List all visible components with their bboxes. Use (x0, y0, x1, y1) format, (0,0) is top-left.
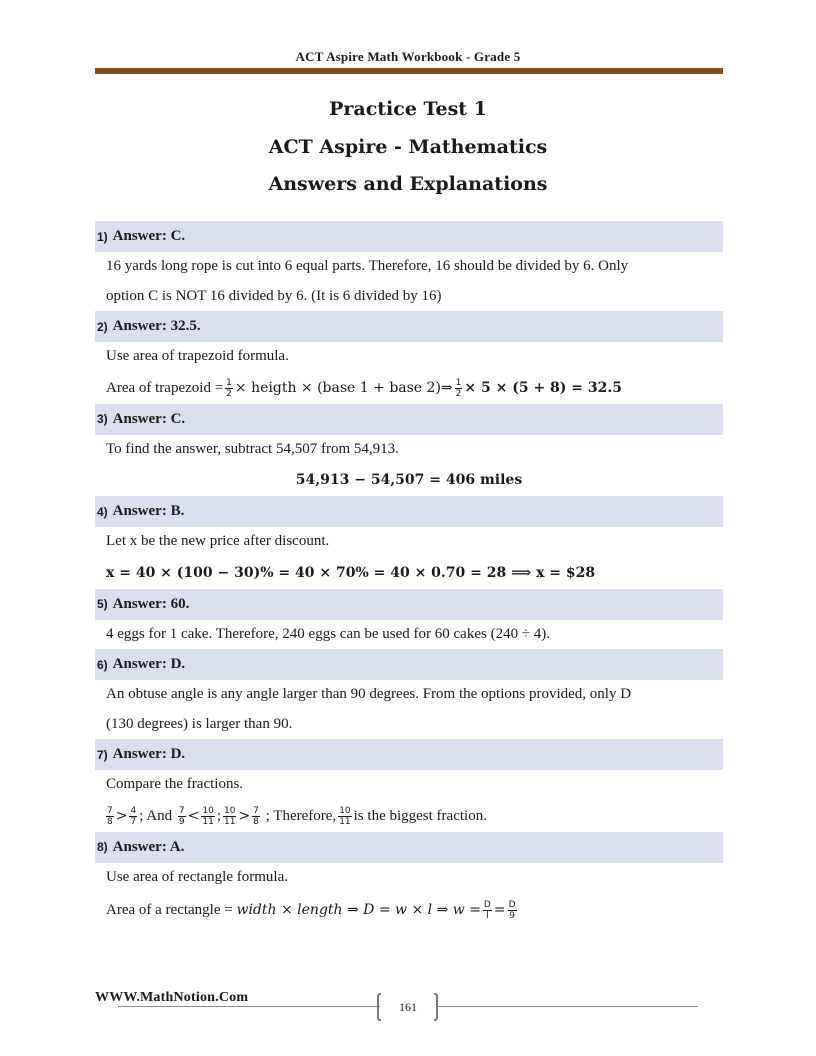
explanation-line: (130 degrees) is larger than 90. (106, 715, 293, 732)
explanation-line: Let x be the new price after discount. (106, 533, 330, 549)
right-bracket-ornament (434, 993, 438, 1021)
operator: = (493, 902, 506, 918)
formula-trapezoid (95, 372, 723, 404)
answer-number: 8) (97, 840, 108, 854)
explanation-line: option C is NOT 16 divided by 6. (It is 6 divided by 16) (106, 287, 442, 304)
operator: < (187, 807, 200, 824)
formula-fractions (95, 800, 723, 832)
answer-label: Answer: B. (112, 503, 185, 519)
answer-8-header (95, 832, 723, 863)
connector-text: ; (216, 807, 221, 824)
explanation-line: An obtuse angle is any angle larger than 90 degrees. From the options provided, only D (106, 686, 632, 702)
fraction: $\frac{10}{11}$ (339, 805, 351, 827)
explanation-line: Use area of rectangle formula. (106, 868, 288, 885)
answer-number: 3) (97, 412, 108, 426)
answer-number: 7) (97, 747, 108, 762)
answer-5-header (95, 589, 723, 620)
fraction: $\frac{10}{11}$ (202, 805, 214, 827)
answer-number: 6) (97, 657, 108, 672)
title-answers: Answers and Explanations (268, 173, 548, 195)
connector-text: ; And (139, 807, 173, 824)
fraction: $\frac{7}{8}$ (107, 805, 113, 827)
answer-4-header (95, 496, 723, 527)
answer-1-header (95, 221, 723, 252)
title-practice-test: Practice Test 1 (329, 98, 487, 120)
fraction: $\frac{7}{9}$ (178, 805, 185, 827)
formula-subtraction (95, 464, 723, 496)
formula-text: x = 40 × (100 − 30)% = 40 × 70% = 40 × 0.70 = 28 ⟹ x = $28 (106, 564, 596, 581)
answer-3-header (95, 404, 723, 435)
formula-prefix: Area of trapezoid = (106, 379, 224, 396)
running-header: ACT Aspire Math Workbook - Grade 5 (295, 49, 521, 64)
explanation-line: Compare the fractions. (106, 776, 244, 792)
explanation-line: To find the answer, subtract 54,507 from 54,913. (106, 440, 399, 457)
formula-part: × heigth × (base 1 + base 2)⇒ (234, 379, 453, 396)
connector-text: ; Therefore, (265, 807, 337, 824)
answer-number: 1) (97, 229, 108, 244)
fraction: $\frac{D}{9}$ (508, 900, 516, 922)
answer-label: Answer: 32.5. (112, 318, 201, 334)
fraction: $\frac{D}{l}$ (483, 900, 491, 922)
page-number: 161 (399, 1000, 417, 1014)
answer-number: 2) (97, 319, 108, 334)
connector-text: is the biggest fraction. (353, 807, 487, 824)
operator: > (115, 807, 128, 824)
explanation-line: 16 yards long rope is cut into 6 equal parts. Therefore, 16 should be divided by 6. Only (106, 258, 629, 274)
answers-section (95, 221, 723, 928)
fraction: $\frac{4}{7}$ (130, 805, 137, 827)
answer-number: 4) (97, 504, 108, 519)
answer-label: Answer: A. (112, 838, 185, 855)
answer-number: 5) (97, 597, 108, 611)
title-subject: ACT Aspire - Mathematics (268, 135, 548, 158)
answer-label: Answer: D. (112, 656, 186, 672)
fraction-half: $\frac{1}{2}$ (226, 377, 232, 399)
operator: > (238, 807, 251, 824)
left-bracket-ornament (377, 993, 381, 1021)
fraction: $\frac{10}{11}$ (223, 805, 236, 827)
formula-discount (95, 557, 723, 589)
answer-2-header (95, 311, 723, 342)
formula-prefix: Area of a rectangle = (106, 902, 233, 918)
answer-6-header (95, 649, 723, 680)
footer-website: WWW.MathNotion.Com (95, 990, 249, 1005)
formula-text: width × length ⇒ D = w × l ⇒ w = (236, 902, 481, 918)
formula-rectangle (95, 892, 723, 928)
title-block (0, 94, 816, 207)
answer-7-header (95, 739, 723, 770)
answer-label: Answer: C. (112, 228, 186, 244)
answer-label: Answer: D. (112, 746, 186, 762)
explanation-line: 4 eggs for 1 cake. Therefore, 240 eggs can be used for 60 cakes (240 ÷ 4). (106, 625, 551, 642)
formula-part: × 5 × (5 + 8) = 32.5 (464, 379, 622, 396)
fraction-half: $\frac{1}{2}$ (455, 377, 462, 399)
answer-label: Answer: C. (112, 410, 186, 427)
answer-label: Answer: 60. (112, 595, 190, 612)
formula-text: 54,913 − 54,507 = 406 miles (295, 472, 523, 488)
fraction: $\frac{7}{8}$ (253, 805, 259, 827)
explanation-line: Use area of trapezoid formula. (106, 348, 289, 364)
header-rule (95, 68, 723, 74)
